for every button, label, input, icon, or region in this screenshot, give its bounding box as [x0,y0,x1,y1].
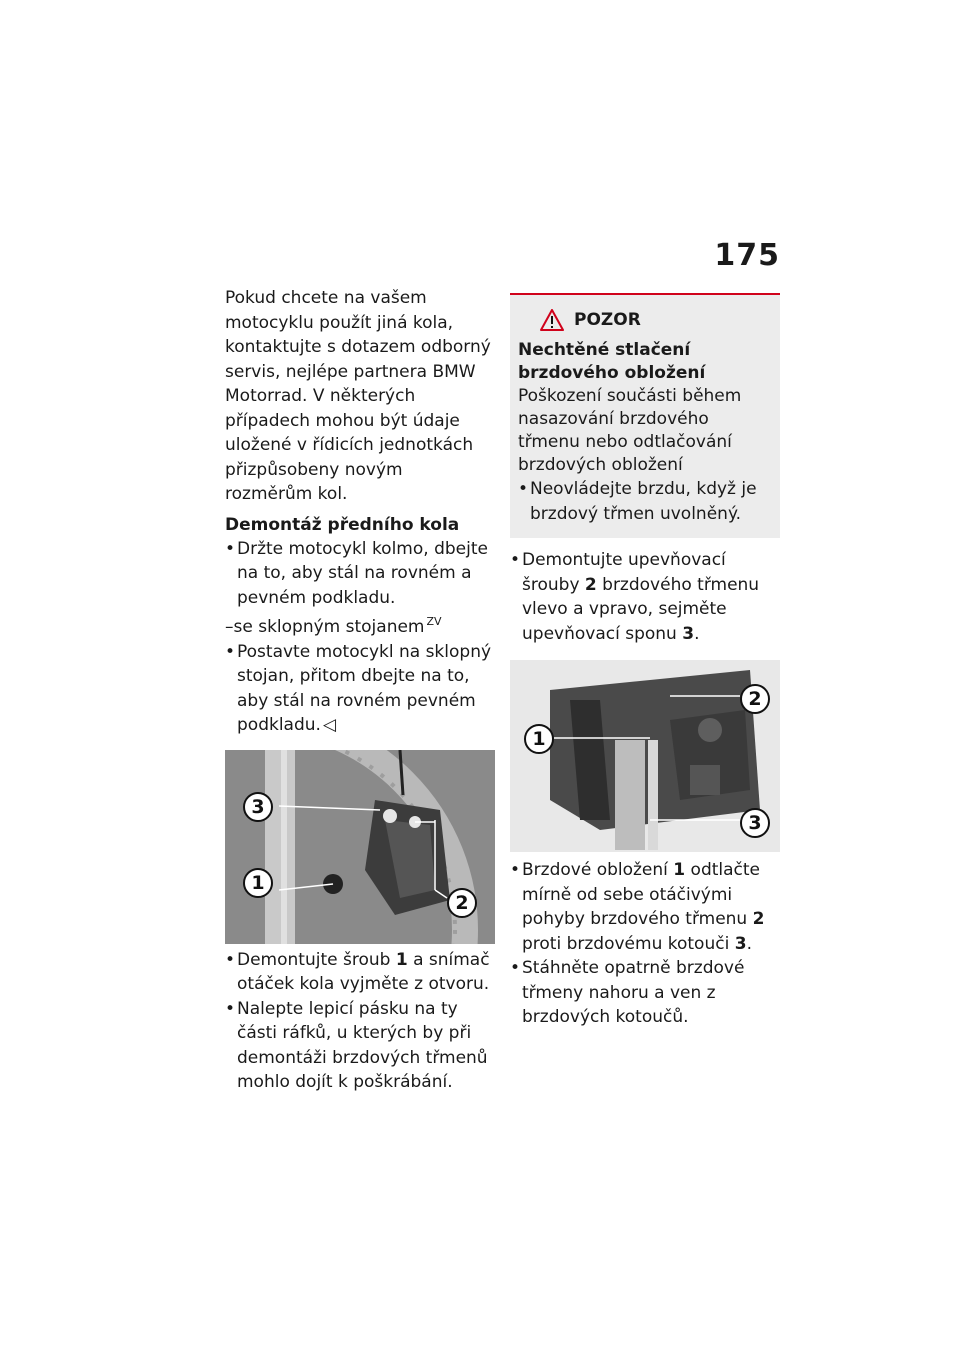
right-column [510,293,780,1030]
photo-callout-1: 1 [524,724,554,754]
warning-body: Poškození součásti během nasazování brzdového třmenu nebo odtlačování brzdových obložení [518,386,742,475]
warning-triangle-icon [540,309,564,331]
list-item [510,858,780,956]
end-mark: ◁ [322,715,337,735]
option-text: –se sklopným stojanem [225,617,425,637]
ref-number: 2 [752,909,765,929]
step-text: . [746,933,752,954]
list-item [225,948,495,997]
list-item [225,640,495,738]
photo-callout-3: 3 [243,792,273,822]
list-item: • Držte motocykl kolmo, dbejte na to, aby stál na rovném a pevném podkladu. [225,537,495,611]
option-line [225,610,495,640]
warning-title: POZOR [574,310,641,330]
list-item: • Nalepte lepicí pásku na ty části ráfků, u kterých by při demontáži brzdových třmenů mohlo dojít k poškrábání. [225,997,495,1095]
warning-bullet: • Neovládejte brzdu, když je brzdový třmen uvolněný. [518,477,772,526]
option-superscript: ZV [426,615,442,628]
photo-callout-2: 2 [447,888,477,918]
step-text: Postavte motocykl na sklopný stojan, přitom dbejte na to, aby stál na rovném pevném podkladu. [237,641,492,735]
list-item: • Stáhněte opatrně brzdové třmeny nahoru a ven z brzdových kotoučů. [510,956,780,1030]
ref-number: 3 [734,933,747,954]
photo-callout-2: 2 [740,684,770,714]
step-text: Demontujte šroub [237,949,396,970]
ref-number: 3 [682,623,695,644]
list-item [510,548,780,646]
warning-header [518,309,772,331]
step-text: brzdového třmenu vlevo a vpravo, sejměte upevňovací sponu [522,574,760,644]
step-text: a snímač otáček kola vyjměte z otvoru. [237,949,490,994]
ref-number: 1 [395,949,408,970]
left-column [225,286,495,1095]
photo-callout-1: 1 [243,868,273,898]
step-text: Demontujte upevňovací šrouby [522,550,726,595]
section-heading: Demontáž předního kola [225,514,460,535]
brake-caliper-photo [510,660,780,852]
warning-box [510,293,780,538]
front-wheel-photo [225,750,495,944]
page-number: 175 [714,238,780,273]
intro-paragraph: Pokud chcete na vašem motocyklu použít jiná kola, kontaktujte s dotazem odborný servis, nejlépe partnera BMW Motorrad. V některých případech mohou být údaje uložené v řídicích jednotkách přizpůsobeny novým rozměrům kol. [225,288,491,504]
warning-subtitle: Nechtěné stlačení brzdového obložení [518,340,706,383]
ref-number: 2 [584,574,597,595]
photo-callout-3: 3 [740,808,770,838]
step-text: Brzdové obložení [522,860,674,880]
step-text: . [694,623,700,644]
ref-number: 1 [673,860,686,880]
step-text: odtlačte mírně od sebe otáčivými pohyby brzdového třmenu [522,860,761,929]
step-text: proti brzdovému kotouči [522,933,735,954]
